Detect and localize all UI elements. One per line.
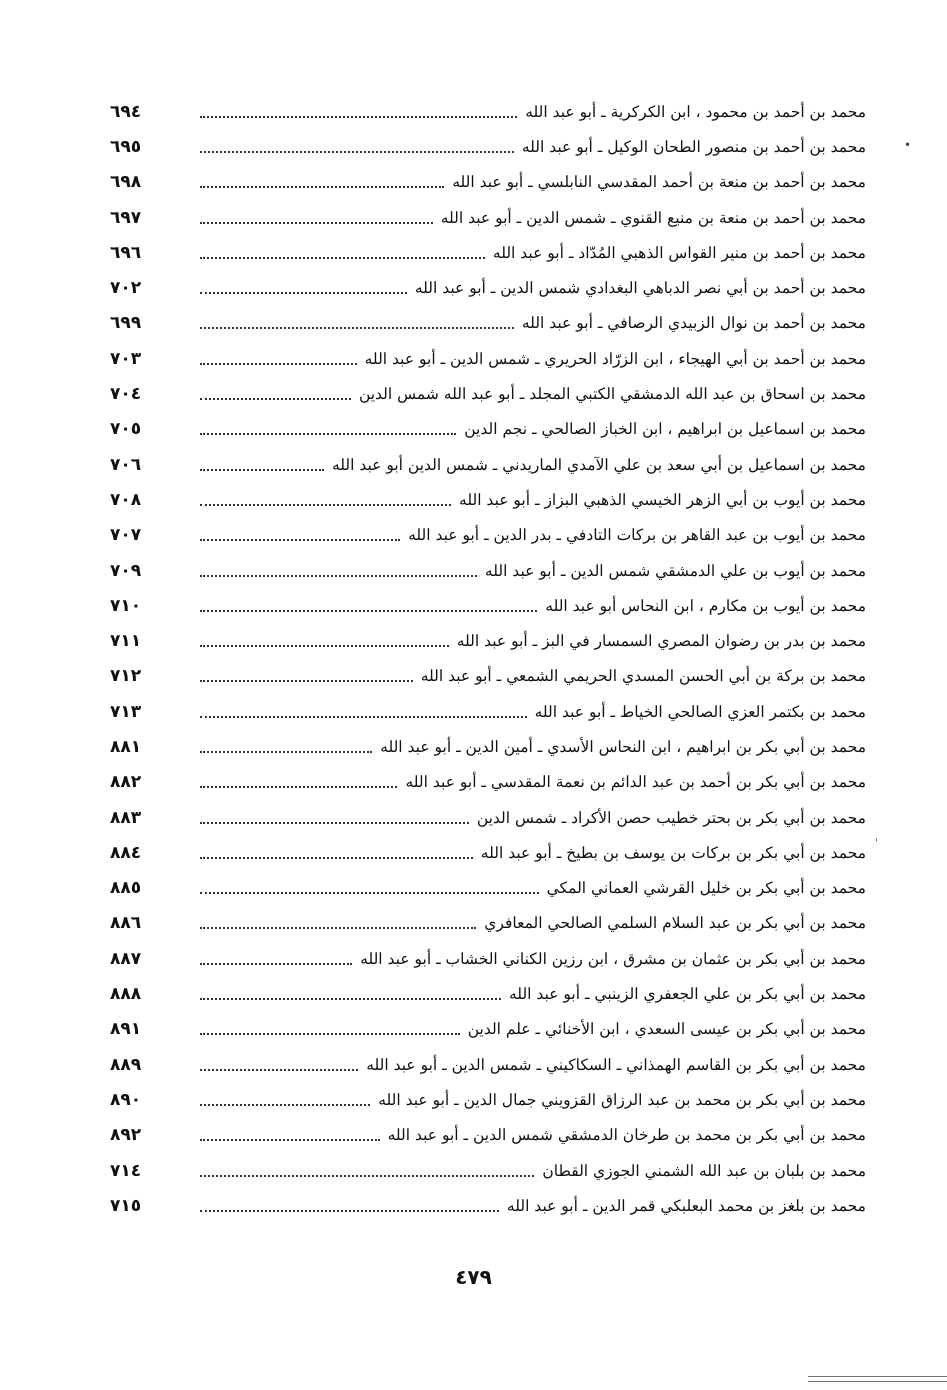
index-entry [96,1188,866,1223]
index-entry [96,482,866,517]
dot-leader [200,610,537,612]
index-entry [96,871,866,906]
index-entry [96,765,866,800]
entry-page-number: ٦٩٤ [110,101,142,122]
entry-name: محمد بن اسماعيل بن ابراهيم ، ابن الخباز الصالحي ـ نجم الدين [464,420,866,439]
entry-name: محمد بن أيوب بن علي الدمشقي شمس الدين ـ أبو عبد الله [484,561,866,580]
dot-leader [200,1210,499,1212]
dot-leader [200,327,514,329]
dot-leader [200,963,352,965]
entry-page-number: ٨٨٣ [110,807,142,828]
dot-leader [200,1139,380,1141]
dot-leader [200,504,451,506]
dot-leader [200,927,476,929]
index-entry [96,200,866,235]
entry-page-number: ٧١١ [110,631,142,652]
index-entry [96,553,866,588]
entry-name: محمد بن بركة بن أبي الحسن المسدي الحريمي الشمعي ـ أبو عبد الله [420,667,866,686]
entry-name: محمد بن أبي بكر بن محمد بن طرخان الدمشقي شمس الدين ـ أبو عبد الله [387,1126,866,1145]
dot-leader [200,1104,370,1106]
index-entry [96,412,866,447]
entry-page-number: ٧٠٣ [110,348,142,369]
dot-leader [200,1175,534,1177]
scan-edge-line [808,1381,947,1382]
entry-page-number: ٧٠٦ [110,454,142,475]
entry-page-number: ٨٨٦ [110,913,142,934]
entry-page-number: ٨٨٨ [110,984,142,1005]
index-entry [96,729,866,764]
entry-page-number: ٦٩٧ [110,207,142,228]
entry-name: محمد بن أبي بكر بن عيسى السعدي ، ابن الأخنائي ـ علم الدين [467,1020,866,1039]
index-entry [96,623,866,658]
entry-page-number: ٨٨٥ [110,878,142,899]
dot-leader [200,680,413,682]
entry-page-number: ٧١٥ [110,1195,142,1216]
entry-name: محمد بن أحمد بن منير القواس الذهبي المُدّاد ـ أبو عبد الله [492,243,866,262]
entry-name: محمد بن اسماعيل بن أبي سعد بن علي الآمدي الماريدني ـ شمس الدين أبو عبد الله [331,455,866,474]
scan-edge-line [808,1376,947,1377]
index-entry [96,129,866,164]
margin-tick-mark: ' [875,838,878,849]
entry-page-number: ٧١٣ [110,701,142,722]
index-entry [96,235,866,270]
index-entry [96,376,866,411]
entry-name: محمد بن أحمد بن محمود ، ابن الكركرية ـ أبو عبد الله [525,102,866,121]
entry-page-number: ٧١٤ [110,1160,142,1181]
entry-page-number: ٨٩١ [110,1019,142,1040]
dot-leader [200,398,351,400]
entry-name: محمد بن أيوب بن مكارم ، ابن النحاس أبو عبد الله [545,596,866,615]
entry-name: محمد بن أحمد بن منصور الطحان الوكيل ـ أبو عبد الله [521,137,866,156]
entry-page-number: ٨٩٢ [110,1125,142,1146]
entry-page-number: ٧١٢ [110,666,142,687]
entry-page-number: ٨٨١ [110,736,142,757]
entry-page-number: ٧٠٤ [110,384,142,405]
dot-leader [200,363,357,365]
entry-page-number: ٨٨٤ [110,842,142,863]
index-entry [96,518,866,553]
index-entry [96,906,866,941]
dot-leader [200,751,372,753]
dot-leader [200,1069,358,1071]
entry-name: محمد بن بلبان بن عبد الله الشمني الجوزي القطان [542,1161,866,1180]
entry-name: محمد بن أبي بكر بن أحمد بن عبد الدائم بن نعمة المقدسي ـ أبو عبد الله [405,773,866,792]
entry-name: محمد بن أحمد بن منعة بن أحمد المقدسي النابلسي ـ أبو عبد الله [452,173,866,192]
entry-name: محمد بن أحمد بن منعة بن منيع القنوي ـ شمس الدين ـ أبو عبد الله [440,208,866,227]
dot-leader [200,186,444,188]
index-entry [96,976,866,1011]
entry-name: محمد بن أبي بكر بن القاسم الهمذاني ـ السكاكيني ـ شمس الدين ـ أبو عبد الله [366,1055,866,1074]
entry-page-number: ٧٠٧ [110,525,142,546]
index-entry [96,694,866,729]
entry-page-number: ٧٠٢ [110,278,142,299]
dot-leader [200,433,456,435]
index-entry [96,306,866,341]
dot-leader [200,822,469,824]
dot-leader [200,857,473,859]
dot-leader [200,116,517,118]
entry-name: محمد بن أبي بكر بن ابراهيم ، ابن النحاس الأسدي ـ أمين الدين ـ أبو عبد الله [380,737,866,756]
entry-page-number: ٦٩٥ [110,136,142,157]
index-entry [96,588,866,623]
entry-name: محمد بن أبي بكر بن خليل القرشي العماني المكي [546,879,866,898]
entry-page-number: ٨٨٩ [110,1054,142,1075]
entry-name: محمد بن أحمد بن أبي الهيجاء ، ابن الزرّاد الحريري ـ شمس الدين ـ أبو عبد الله [364,349,866,368]
entry-page-number: ٧٠٨ [110,489,142,510]
entry-name: محمد بن بدر بن رضوان المصري السمسار في البز ـ أبو عبد الله [456,632,866,651]
index-entry [96,800,866,835]
index-entry [96,1153,866,1188]
index-entry-list [96,94,866,1224]
dot-leader [200,716,527,718]
index-entry [96,1118,866,1153]
dot-leader [200,786,397,788]
page-number: ٤٧٩ [455,1265,492,1289]
dot-leader [200,292,407,294]
index-entry [96,659,866,694]
entry-page-number: ٧٠٩ [110,560,142,581]
entry-page-number: ٨٨٢ [110,772,142,793]
entry-name: محمد بن أبي بكر بن عثمان بن مشرق ، ابن رزين الكناني الخشاب ـ أبو عبد الله [360,949,866,968]
entry-page-number: ٨٩٠ [110,1089,142,1110]
dot-leader [200,998,501,1000]
dot-leader [200,222,433,224]
entry-name: محمد بن أبي بكر بن بحتر خطيب حصن الأكراد ـ شمس الدين [476,808,866,827]
entry-name: محمد بن أبي بكر بن علي الجعفري الزينبي ـ أبو عبد الله [509,985,866,1004]
entry-name: محمد بن أبي بكر بن عبد السلام السلمي الصالحي المعافري [484,914,866,933]
entry-page-number: ٦٩٦ [110,242,142,263]
entry-page-number: ٨٨٧ [110,948,142,969]
index-entry [96,341,866,376]
dot-leader [200,1033,460,1035]
entry-name: محمد بن أيوب بن عبد القاهر بن بركات التادفي ـ بدر الدين ـ أبو عبد الله [408,526,866,545]
entry-name: محمد بن أبي بكر بن بركات بن يوسف بن بطيخ ـ أبو عبد الله [480,843,866,862]
index-entry [96,941,866,976]
dot-leader [200,645,449,647]
index-entry [96,270,866,305]
index-entry [96,94,866,129]
dot-leader [200,469,324,471]
entry-page-number: ٧١٠ [110,595,142,616]
index-entry [96,1012,866,1047]
dot-leader [200,257,485,259]
entry-name: محمد بن أبي بكر بن محمد بن عبد الرزاق القزويني جمال الدين ـ أبو عبد الله [378,1090,866,1109]
dot-leader [200,539,400,541]
entry-name: محمد بن اسحاق بن عبد الله الدمشقي الكتبي المجلد ـ أبو عبد الله شمس الدين [358,385,866,404]
entry-name: محمد بن أحمد بن نوال الزبيدي الرصافي ـ أبو عبد الله [521,314,866,333]
entry-name: محمد بن أحمد بن أبي نصر الدباهي البغدادي شمس الدين ـ أبو عبد الله [414,279,866,298]
dot-leader [200,151,514,153]
dot-leader [200,575,477,577]
dot-leader [200,892,539,894]
margin-dot-mark: • [904,138,912,152]
entry-name: محمد بن بلغز بن محمد البعلبكي قمر الدين ـ أبو عبد الله [506,1196,866,1215]
index-entry [96,165,866,200]
index-entry [96,447,866,482]
entry-page-number: ٦٩٨ [110,172,142,193]
index-entry [96,835,866,870]
entry-page-number: ٧٠٥ [110,419,142,440]
index-entry [96,1082,866,1117]
index-entry [96,1047,866,1082]
entry-name: محمد بن بكتمر العزي الصالحي الخياط ـ أبو عبد الله [534,702,866,721]
entry-name: محمد بن أيوب بن أبي الزهر الخيسي الذهبي البزاز ـ أبو عبد الله [459,490,866,509]
entry-page-number: ٦٩٩ [110,313,142,334]
